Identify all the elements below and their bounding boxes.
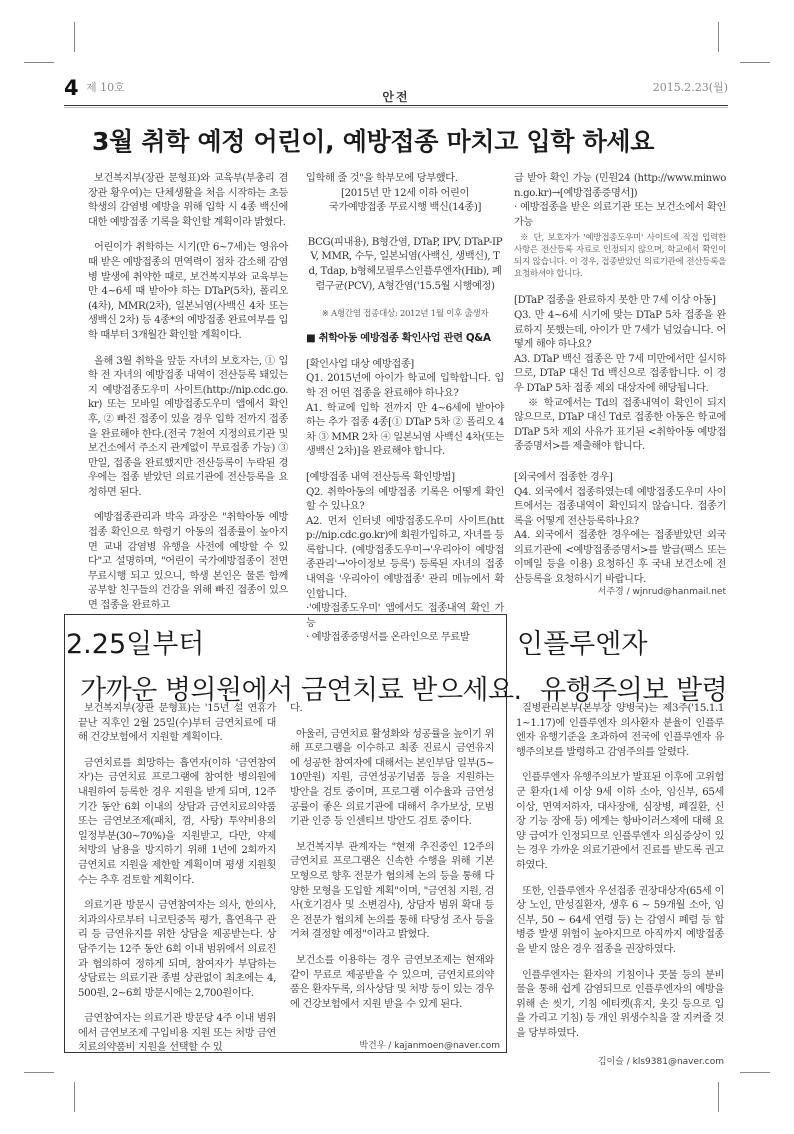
article2-paragraph: 보건복지부 관계자는 "현재 추진중인 12주의 금연치료 프로그램은 신속한 수행을 위해 기본모형으로 향후 전문가 협의체 논의 등을 통해 다양한 모형을 도입할 계획"이며, "금연침 지원, 검사(호기검사 및 소변검사), 상담자 범위 확대 등은 전문가 협의체 논의를 통해 타당성 조사 등을 거쳐 결정할 예정"이라고 밝혔다. bbox=[290, 841, 494, 941]
article1-column-3 bbox=[514, 172, 726, 599]
crop-mark bbox=[74, 1082, 75, 1112]
qa-item: [확인사업 대상 예방접종] Q1. 2015년에 아이가 학교에 입학합니다. 입학 전 어떤 접종을 완료해야 하나요? A1. 학교에 입학 전까지 만 4~6세에 받아야 하는 추가 접종 4종[① DTaP 5차 ② 폴리오 4차 ③ MMR 2차 ④ 일본뇌염 사백신 4차(또는 생백신 2차)]을 완료해야 합니다. bbox=[306, 358, 504, 458]
article2-paragraph: 보건복지부(장관 문형표)는 '15년 설 연휴가 끝난 직후인 2월 25일(수)부터 금연치료에 대해 건강보험에서 지원할 계획이다. bbox=[78, 703, 276, 744]
article1-paragraph: 예방접종관리과 박옥 과장은 "취학아동 예방접종 확인으로 학령기 아동의 접종률이 높아지면 교내 감염병 유행을 사전에 예방할 수 있다"고 설명하며, "어린이 국가예방접종이 전면 무료시행 되고 있으니, 학생 본인은 물론 함께 공부할 친구들의 건강을 위해 빠진 접종이 있으면 접종을 완료하고 bbox=[88, 512, 288, 612]
vaccine-footnote: ※ A형간염 접종대상: 2012년 1월 이후 출생자 bbox=[321, 309, 489, 320]
article2-paragraph: 금연치료를 희망하는 흡연자(이하 '금연참여자')는 금연치료 프로그램에 참여한 병의원에 내원하여 등록한 경우 지원을 받게 되며, 12주 기간 동안 6회 이내의 상담과 금연치료의약품 또는 금연보조제(패치, 껌, 사탕) 투약비용의 일정부분(30~70%)을 지원받고, 다만, 약제 처방의 남용을 방지하기 위해 1년에 2회까지 금연치료 지원을 제한할 계획이며 평생 지원횟수는 추후 검토할 계획이다. bbox=[78, 757, 276, 886]
header-rule bbox=[64, 105, 728, 106]
vaccine-list: BCG(피내용), B형간염, DTaP, IPV, DTaP-IPV, MMR, 수두, 일본뇌염(사백신, 생백신), Td, Tdap, b형헤모필루스인플루엔자(Hib), 폐렴구균(PCV), A형간염('15.5월 시행예정) bbox=[307, 236, 503, 292]
qa-item: 급 받아 확인 가능 (민원24 (http://www.minwon.go.kr)→[예방접종증명서]) · 예방접종을 받은 의료기관 또는 보건소에서 확인 가능 bbox=[514, 173, 726, 228]
article2-paragraph: 의료기관 방문시 금연참여자는 의사, 한의사, 치과의사로부터 니코틴중독 평가, 흡연욕구 관리 등 금연유지를 위한 상담을 제공받는다. 상담주기는 12주 동안 6회 이내 범위에서 의료진과 협의하여 정하게 되며, 참여자가 부담하는 상담료는 의료기관 종별 상관없이 최초에는 4,500원, 2~6회 방문시에는 2,700원이다. bbox=[78, 900, 276, 999]
article2-byline: 박건우 / kajanmoen@naver.com bbox=[359, 1041, 500, 1051]
article1-paragraph: 보건복지부(장관 문형표)와 교육부(부총리 겸장관 황우여)는 단체생활을 처음 시작하는 초등학생의 감염병 예방을 위해 입학 시 4종 백신에 대한 예방접종 기록을 확인할 계획이라 밝혔다. bbox=[88, 173, 288, 228]
crop-mark bbox=[740, 1072, 770, 1073]
article2-paragraph: 금연참여자는 의료기관 방문당 4주 이내 범위에서 금연보조제 구입비용 지원 또는 처방 금연치료의약품비 지원을 선택할 수 있 bbox=[78, 1013, 276, 1054]
page-header bbox=[64, 76, 728, 102]
article1-paragraph: 입학해 줄 것"을 학부모에 당부했다. bbox=[306, 173, 458, 184]
article3-paragraph: 질병관리본부(본부장 양병국)는 제3주('15.1.11~1.17)에 인플루엔자 의사환자 분율이 인플루엔자 유행기준을 초과하여 전국에 인플루엔자 유행주의보를 발령하고 감염주의를 알렸다. bbox=[516, 703, 724, 758]
vaccine-box-subtitle: 국가예방접종 무료시행 백신(14종)] bbox=[328, 202, 482, 214]
vaccine-box-title: [2015년 만 12세 이하 어린이 bbox=[341, 187, 469, 199]
article3-title-line2: 유행주의보 발령 bbox=[540, 675, 728, 706]
issue-date: 2015.2.23(월) bbox=[652, 81, 728, 94]
crop-mark bbox=[74, 22, 75, 52]
article2-paragraph: 아울러, 금연치료 활성화와 성공률을 높이기 위해 프로그램을 이수하고 최종 진료시 금연유지에 성공한 참여자에 대해서는 본인부담 일부(5~10만원) 지원, 금연성공기념품 등을 지원하는 방안을 검토 중이며, 프로그램 이수율과 금연성공률이 좋은 의료기관에 대해서 추가보상, 모범기관 인증 등 인센티브 방안도 검토 중이다. bbox=[290, 728, 494, 828]
article3-paragraph: 인플루엔자 유행주의보가 발표된 이후에 고위험군 환자(1세 이상 9세 이하 소아, 임신부, 65세 이상, 면역저하자, 대사장애, 심장병, 폐질환, 신장 기능 장애 등) 에게는 항바이러스제에 대해 요양 급여가 인정되므로 인플루엔자 의심증상이 있는 경우 가까운 의료기관에서 진료를 받도록 권고하였다. bbox=[516, 772, 724, 871]
article1-column-1 bbox=[88, 172, 288, 625]
article2-box-left bbox=[64, 614, 65, 1052]
qa-item: [예방접종 내역 전산등록 확인방법] Q2. 취학아동의 예방접종 기록은 어떻게 확인할 수 있나요? A2. 먼저 인터넷 예방접종도우미 사이트(http://nip.cdc.go.kr)에 회원가입하고, 자녀를 등록합니다. (예방접종도우미→'우리아이 예방접종관리'→'아이정보 등록') 등록된 자녀의 접종내역을 '우리아이 예방접종' 관리 메뉴에서 확인합니다. ·'예방접종도우미' 앱에서도 접종내역 확인 가능 · 예방접종증명서를 온라인으로 무료발 bbox=[306, 471, 504, 644]
article2-box-top bbox=[64, 614, 506, 615]
article2-column-1 bbox=[78, 702, 276, 1067]
issue-number: 제 10호 bbox=[86, 81, 125, 94]
article2-column-2 bbox=[290, 702, 494, 1023]
header-rule-thin bbox=[64, 107, 728, 108]
article1-paragraph: 올해 3월 취학을 앞둔 자녀의 보호자는, ① 입학 전 자녀의 예방접종 내역이 전산등록 돼있는지 예방접종도우미 사이트(http://nip.cdc.go.kr) 또는 모바일 예방접종도우미 앱에서 확인 후, ② 빠진 접종이 있을 경우 입학 전까지 접종을 완료해야 한다.(전국 7천여 지정의료기관 및 보건소에서 주소지 관계없이 무료접종 가능) ③ 만일, 접종을 완료했지만 전산등록이 누락된 경우에는 접종 받았던 의료기관에 전산등록을 요청하면 된다. bbox=[88, 355, 288, 498]
qa-note: ※ 학교에서는 Td의 접종내역이 확인이 되지 않으므로, DTaP 대신 Td로 접종한 아동은 학교에 DTaP 5차 제외 사유가 표기된 <취학아동 예방접종증명서>를 제출해야 합니다. bbox=[514, 397, 726, 453]
article2-title-line1: 2.25일부터 bbox=[66, 629, 205, 660]
qa-item: [DTaP 접종을 완료하지 못한 만 7세 이상 아동] Q3. 만 4~6세 시기에 맞는 DTaP 5차 접종을 완료하지 못했는데, 아이가 만 7세가 넘었습니다. 어떻게 해야 하나요? A3. DTaP 백신 접종은 만 7세 미만에서만 실시하므로, DTaP 대신 Td 백신으로 접종합니다. 이 경우 DTaP 5차 접종 제외 대상자에 해당됩니다. bbox=[514, 295, 726, 394]
article2-paragraph: 보건소를 이용하는 경우 금연보조제는 현재와 같이 무료로 제공받을 수 있으며, 금연치료의약품은 환자두록, 의사상담 및 처방 등이 있는 경우에 건강보험에서 지원 받을 수 있게 된다. bbox=[290, 954, 494, 1010]
article3-title-line1: 인플루엔자 bbox=[517, 629, 648, 660]
section-title: 안전 bbox=[382, 90, 410, 104]
crop-mark bbox=[718, 1082, 719, 1112]
crop-mark bbox=[740, 62, 770, 63]
crop-mark bbox=[24, 1072, 54, 1073]
page-number: 4 bbox=[64, 76, 79, 100]
article3-byline: 김이슬 / kls9381@naver.com bbox=[597, 1057, 724, 1067]
article1-column-2 bbox=[306, 172, 504, 657]
article3-paragraph: 또한, 인플루엔자 우선접종 권장대상자(65세 이상 노인, 만성질환자, 생후 6 ~ 59개월 소아, 임신부, 50 ~ 64세 연령 등) 는 감염시 폐렴 등 합병증 발생 위험이 높아지므로 아직까지 예방접종을 받지 않은 경우 접종을 권장하였다. bbox=[516, 885, 724, 955]
qa-section-title: ■ 취학아동 예방접종 확인사업 관련 Q&A bbox=[306, 332, 491, 345]
crop-mark bbox=[718, 22, 719, 52]
article2-title-line2: 가까운 병의원에서 금연치료 받으세요. bbox=[80, 675, 522, 706]
crop-mark bbox=[24, 62, 54, 63]
qa-note: ※ 단, 보호자가 '예방접종도우미' 사이트에 직접 입력한 사항은 전산등록 자료로 인정되지 않으며, 학교에서 확인이 되지 않습니다. 이 경우, 접종받았던 의료기관에 전산등록을 요청하셔야 합니다. bbox=[514, 233, 726, 280]
article1-title: 3월 취학 예정 어린이, 예방접종 마치고 입학 하세요 bbox=[92, 127, 655, 156]
article3-paragraph: 인플루엔자는 환자의 기침이나 콧물 등의 분비물을 통해 쉽게 감염되므로 인플루엔자의 예방을 위해 손 씻기, 기침 에티켓(휴지, 옷깃 등으로 입을 가리고 기침) 등 개인 위생수칙을 잘 지켜줄 것을 당부하였다. bbox=[516, 969, 724, 1039]
qa-item: [외국에서 접종한 경우] Q4. 외국에서 접종하였는데 예방접종도우미 사이트에서는 접종내역이 확인되지 않습니다. 접종기록을 어떻게 전산등록하나요? A4. 외국에서 접종한 경우에는 접종받았던 외국 의료기관에 <예방접종증명서>를 발급(팩스 또는 이메일 등을 이용) 요청하신 후 국내 보건소에 전산등록을 요청하시기 바랍니다. bbox=[514, 471, 726, 586]
article1-paragraph: 어린이가 취학하는 시기(만 6~7세)는 영유아 때 받은 예방접종의 면역력이 점차 감소해 감염병 발생에 취약한 때로, 보건복지부와 교육부는 만 4~6세 때 받아야 하는 DTaP(5차), 폴리오(4차), MMR(2차), 일본뇌염(사백신 4차 또는 생백신 2차) 등 4종*의 예방접종 완료여부를 입학 때부터 3개월간 확인할 계획이다. bbox=[88, 242, 288, 341]
article1-byline: 서주경 / wjnrud@hanmail.net bbox=[597, 587, 726, 597]
article2-paragraph: 다. bbox=[290, 703, 303, 714]
article3-column bbox=[516, 702, 724, 1052]
